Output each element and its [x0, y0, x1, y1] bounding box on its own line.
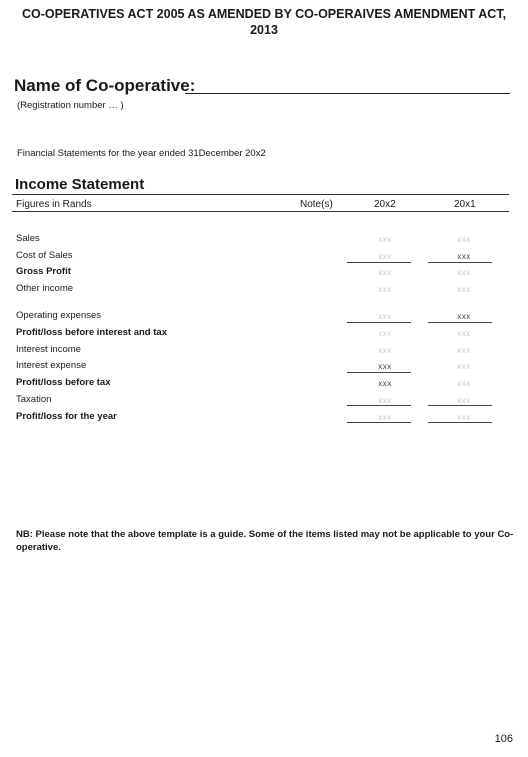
row-value-20x1: xxx — [457, 362, 471, 371]
row-label: Profit/loss before interest and tax — [16, 327, 167, 338]
row-value-20x2: xxx — [378, 362, 392, 371]
cooperative-name-blank-line — [185, 93, 510, 94]
subtotal-line — [347, 372, 411, 373]
row-label: Sales — [16, 233, 40, 244]
row-value-20x1: xxx — [457, 252, 471, 261]
row-value-20x1: xxx — [457, 396, 471, 405]
row-label: Taxation — [16, 394, 52, 405]
row-value-20x2: xxx — [378, 312, 392, 321]
row-value-20x2: xxx — [378, 379, 392, 388]
row-value-20x2: xxx — [378, 396, 392, 405]
statement-title: Income Statement — [15, 176, 145, 193]
total-line — [428, 422, 492, 423]
subtotal-line — [347, 322, 411, 323]
subtotal-line — [347, 262, 411, 263]
row-value-20x1: xxx — [457, 285, 471, 294]
row-value-20x2: xxx — [378, 268, 392, 277]
header-rule — [12, 211, 509, 212]
cooperative-name-field — [14, 76, 514, 96]
row-value-20x2: xxx — [378, 413, 392, 422]
subtotal-line — [428, 262, 492, 263]
disclaimer-note: NB: Please note that the above template is a guide. Some of the items listed may not be applicable to your Co-operative. — [16, 529, 514, 553]
row-value-20x1: xxx — [457, 329, 471, 338]
row-value-20x1: xxx — [457, 379, 471, 388]
registration-number: (Registration number … ) — [17, 100, 124, 111]
row-value-20x2: xxx — [378, 346, 392, 355]
row-value-20x1: xxx — [457, 346, 471, 355]
subtotal-line — [428, 405, 492, 406]
header-notes: Note(s) — [300, 199, 333, 210]
financial-statements-line: Financial Statements for the year ended 31December 20x2 — [17, 148, 266, 159]
header-col2: 20x1 — [454, 199, 476, 210]
row-label: Gross Profit — [16, 266, 71, 277]
row-value-20x2: xxx — [378, 329, 392, 338]
row-label: Profit/loss for the year — [16, 411, 117, 422]
row-value-20x1: xxx — [457, 268, 471, 277]
row-label: Operating expenses — [16, 310, 102, 321]
row-value-20x1: xxx — [457, 312, 471, 321]
title-rule — [12, 194, 509, 195]
row-label: Profit/loss before tax — [16, 377, 111, 388]
header-col1: 20x2 — [374, 199, 396, 210]
header-figures: Figures in Rands — [16, 199, 92, 210]
row-value-20x2: xxx — [378, 235, 392, 244]
row-value-20x2: xxx — [378, 252, 392, 261]
row-label: Cost of Sales — [16, 250, 73, 261]
page-number: 106 — [494, 733, 513, 745]
act-title: CO-OPERATIVES ACT 2005 AS AMENDED BY CO-OPERAIVES AMENDMENT ACT, 2013 — [21, 7, 507, 37]
subtotal-line — [347, 405, 411, 406]
row-value-20x1: xxx — [457, 413, 471, 422]
row-value-20x2: xxx — [378, 285, 392, 294]
row-label: Other income — [16, 283, 74, 294]
row-label: Interest income — [16, 344, 81, 355]
cooperative-name-label: Name of Co-operative: — [14, 76, 196, 95]
total-line — [347, 422, 411, 423]
row-value-20x1: xxx — [457, 235, 471, 244]
row-label: Interest expense — [16, 360, 87, 371]
subtotal-line — [428, 322, 492, 323]
